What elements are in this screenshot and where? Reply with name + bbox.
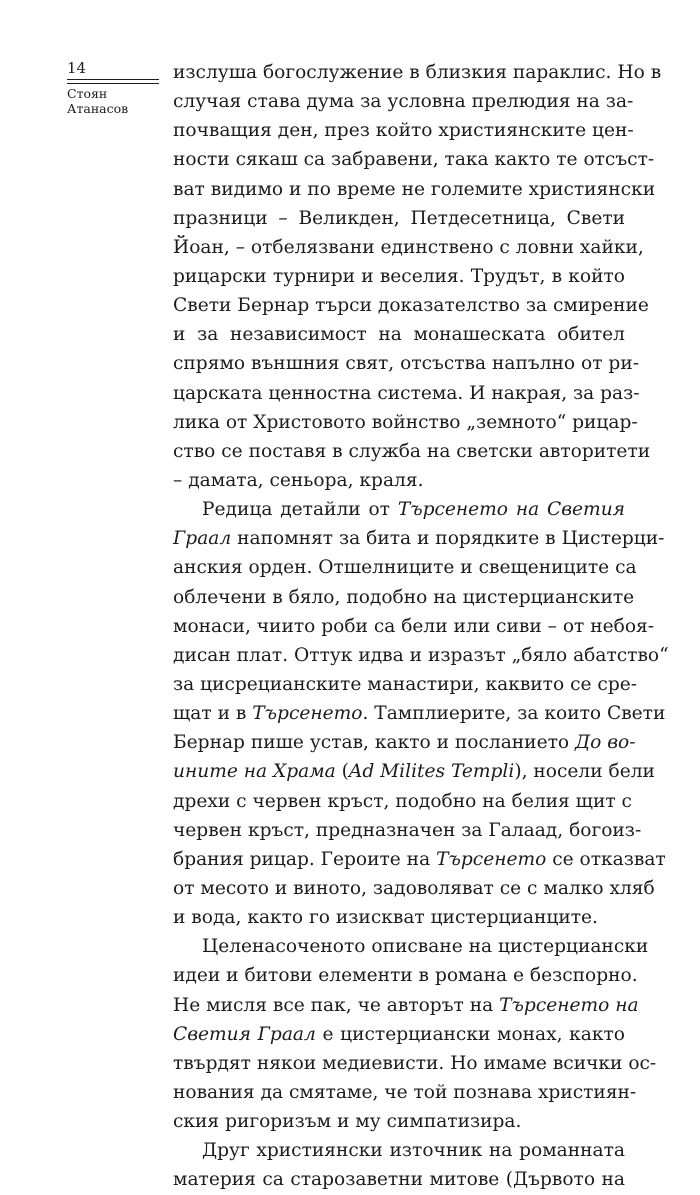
body-text bbox=[173, 58, 669, 1194]
text-line: материя са старозаветни митове (Дървото на bbox=[173, 1169, 625, 1191]
book-title: Търсенето на Светия bbox=[397, 499, 625, 521]
text-line: царската ценностна система. И накрая, за раз- bbox=[173, 382, 640, 404]
header-rule-top bbox=[67, 79, 159, 80]
text-line: и вода, както го изискват цистерцианците. bbox=[173, 907, 598, 929]
text-line: от месото и виното, задоволяват се с малко хляб bbox=[173, 877, 655, 899]
text-line: ство се поставя в служба на светски авторитети bbox=[173, 440, 651, 462]
text-line: празници – Великден, Петдесетница, Свети bbox=[173, 207, 625, 229]
text-line: – дамата, сеньора, краля. bbox=[173, 469, 424, 491]
text-line: почващия ден, през който християнските цен- bbox=[173, 120, 634, 142]
text-line: спрямо външния свят, отсъства напълно от ри- bbox=[173, 353, 639, 375]
book-title: Търсенето на bbox=[499, 994, 639, 1016]
text-line: за цисрецианските манастири, каквито се сре- bbox=[173, 673, 638, 695]
book-title: Граал bbox=[173, 528, 232, 550]
text-line: монаси, чиито роби са бели или сиви – от небоя- bbox=[173, 615, 655, 637]
text-line: Светия Граал е цистерциански монах, както bbox=[173, 1023, 625, 1045]
text-line: облечени в бяло, подобно на цистерцианските bbox=[173, 586, 635, 608]
text-line: случая става дума за условна прелюдия на за- bbox=[173, 91, 634, 113]
text-line: и за независимост на монашеската обител bbox=[173, 324, 625, 346]
latin-title: Ad Milites Templi bbox=[348, 761, 515, 783]
running-head-author bbox=[67, 86, 128, 116]
header-rule-bottom bbox=[67, 83, 159, 84]
text-line: Йоан, – отбелязвани единствено с ловни хайки, bbox=[173, 236, 644, 258]
book-title: До во- bbox=[574, 732, 636, 754]
text-line: ините на Храма (Ad Milites Templi), носели бели bbox=[173, 761, 655, 783]
text-line: Друг християнски източник на романната bbox=[202, 1140, 625, 1162]
text-line: рицарски турнири и веселия. Трудът, в който bbox=[173, 265, 625, 287]
author-first-name: Стоян bbox=[67, 86, 108, 101]
text-line: Редица детайли от Търсенето на Светия bbox=[202, 499, 625, 521]
text-line: брания рицар. Героите на Търсенето се отказват bbox=[173, 848, 666, 870]
text-line: нования да смятаме, че той познава християн- bbox=[173, 1081, 637, 1103]
text-line: Бернар пише устав, както и посланието До во- bbox=[173, 732, 636, 754]
text-line: изслуша богослужение в близкия параклис. Но в bbox=[173, 62, 662, 83]
author-last-name: Атанасов bbox=[67, 101, 129, 116]
text-line: анския орден. Отшелниците и свещениците са bbox=[173, 557, 637, 579]
text-line: Граал напомнят за бита и порядките в Цистерци- bbox=[173, 528, 665, 550]
book-title: Търсенето bbox=[252, 703, 363, 725]
text-line: лика от Христовото войнство „земното“ рицар- bbox=[173, 411, 638, 433]
text-line: ности сякаш са забравени, така както те отсъст- bbox=[173, 149, 655, 171]
book-title: Светия Граал bbox=[173, 1023, 316, 1045]
text-line: червен кръст, предназначен за Галаад, богоиз- bbox=[173, 819, 642, 841]
text-line: идеи и битови елементи в романа е безспорно. bbox=[173, 965, 638, 987]
book-title: ините на Храма bbox=[173, 761, 336, 783]
text-line: ския ригоризъм и му симпатизира. bbox=[173, 1111, 522, 1133]
text-line: щат и в Търсенето. Тамплиерите, за които Свети bbox=[173, 703, 666, 725]
book-title: Търсенето bbox=[436, 848, 547, 870]
text-line: дисан плат. Оттук идва и изразът „бяло абатство“ bbox=[173, 644, 669, 666]
text-line: Свети Бернар търси доказателство за смирение bbox=[173, 295, 649, 317]
text-line: ват видимо и по време не големите християнски bbox=[173, 178, 656, 200]
text-line: твърдят някои медиевисти. Но имаме всички ос- bbox=[173, 1052, 657, 1074]
page-number: 14 bbox=[67, 59, 87, 77]
text-line: дрехи с червен кръст, подобно на белия щит с bbox=[173, 790, 632, 812]
text-line: Целенасоченото описване на цистерциански bbox=[202, 936, 649, 958]
text-line: Не мисля все пак, че авторът на Търсенето на bbox=[173, 994, 639, 1016]
